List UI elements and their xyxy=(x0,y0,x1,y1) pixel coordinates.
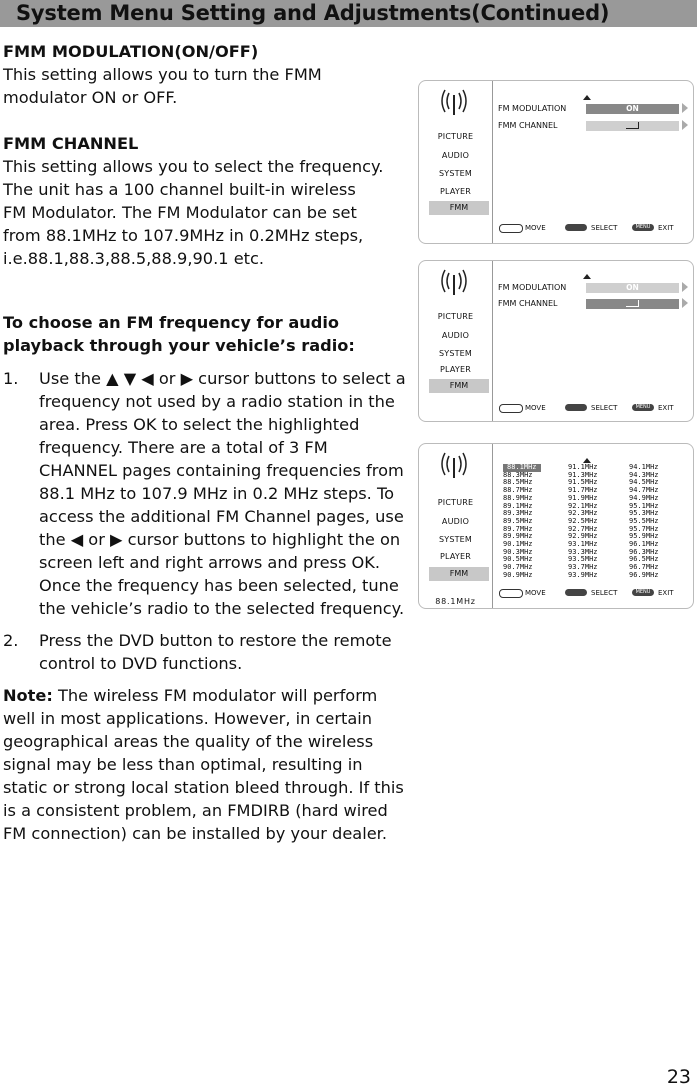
fmm-channel-value[interactable] xyxy=(586,121,679,131)
exit-hint: EXIT xyxy=(658,224,674,232)
enter-icon xyxy=(626,300,639,307)
select-hint: SELECT xyxy=(591,224,618,232)
step-text: Use the ▲ ▼ ◀ or ▶ cursor buttons to select a frequency not used by a radio station in the area. Press OK to select the highlighted frequency. There are a total of 3 FM CHANNEL pages containing frequencies from 88.1 MHz to 107.9 MHz in 0.2 MHz steps. To access the additional FM Channel pages, use the ◀ or ▶ cursor buttons to highlight the on screen left and right arrows and press OK. Once the frequency has been selected, tune the vehicle’s radio to the selected frequency. xyxy=(39,369,406,618)
frequency-item[interactable]: 93.1MHz xyxy=(568,540,598,549)
step-number: 1. xyxy=(3,369,19,388)
frequency-item[interactable]: 92.7MHz xyxy=(568,524,598,533)
move-hint: MOVE xyxy=(525,224,546,232)
step-item xyxy=(3,629,407,675)
up-arrow-icon xyxy=(583,95,591,100)
move-key-icon xyxy=(499,589,523,598)
exit-hint: EXIT xyxy=(658,404,674,412)
menu-key: MENU xyxy=(632,589,654,596)
fm-modulation-label: FM MODULATION xyxy=(498,283,567,292)
frequency-item[interactable]: 89.5MHz xyxy=(503,516,533,525)
menu-fmm[interactable]: FMM xyxy=(429,379,489,393)
right-arrow-icon[interactable] xyxy=(682,120,688,130)
page-number: 23 xyxy=(666,1066,691,1088)
section-header xyxy=(0,0,697,27)
frequency-item[interactable]: 90.1MHz xyxy=(503,540,533,549)
current-frequency: 88.1MHz xyxy=(435,597,476,606)
frequency-item[interactable]: 93.3MHz xyxy=(568,547,598,556)
frequency-item[interactable]: 96.7MHz xyxy=(629,563,659,572)
frequency-item[interactable]: 88.7MHz xyxy=(503,486,533,495)
fmm-channel-value[interactable] xyxy=(586,299,679,309)
move-key-icon xyxy=(499,404,523,413)
steps-list xyxy=(3,367,407,675)
right-arrow-icon[interactable] xyxy=(682,298,688,308)
step-text: Press the DVD button to restore the remote control to DVD functions. xyxy=(39,631,392,673)
menu-system[interactable]: SYSTEM xyxy=(438,349,473,358)
choose-heading: To choose an FM frequency for audio playback through your vehicle’s radio: xyxy=(3,313,355,355)
frequency-item[interactable]: 88.3MHz xyxy=(503,470,533,479)
menu-key: MENU xyxy=(632,224,654,231)
frequency-item[interactable]: 95.1MHz xyxy=(629,501,659,510)
frequency-item[interactable]: 88.5MHz xyxy=(503,478,533,487)
frequency-item[interactable]: 94.5MHz xyxy=(629,478,659,487)
frequency-item[interactable]: 91.5MHz xyxy=(568,478,598,487)
menu-audio[interactable]: AUDIO xyxy=(441,151,470,160)
fmm-channel-label: FMM CHANNEL xyxy=(498,299,558,308)
menu-player[interactable]: PLAYER xyxy=(439,187,472,196)
frequency-item[interactable]: 95.9MHz xyxy=(629,532,659,541)
frequency-item[interactable]: 92.9MHz xyxy=(568,532,598,541)
fmm-channel-line-4: from 88.1MHz to 107.9MHz in 0.2MHz steps, xyxy=(3,226,364,245)
frequency-item[interactable]: 93.5MHz xyxy=(568,555,598,564)
frequency-item[interactable]: 90.5MHz xyxy=(503,555,533,564)
frequency-item[interactable]: 96.1MHz xyxy=(629,540,659,549)
frequency-item[interactable]: 94.1MHz xyxy=(629,463,659,471)
osd-menu-sidebar xyxy=(419,261,493,421)
menu-picture[interactable]: PICTURE xyxy=(437,312,474,321)
menu-player[interactable]: PLAYER xyxy=(439,365,472,374)
frequency-item[interactable]: 92.1MHz xyxy=(568,501,598,510)
enter-key-icon xyxy=(565,404,587,411)
right-arrow-icon[interactable] xyxy=(682,282,688,292)
frequency-item[interactable]: 91.7MHz xyxy=(568,486,598,495)
section-title: System Menu Setting and Adjustments(Continued) xyxy=(16,1,610,25)
fmm-mod-body: This setting allows you to turn the FMM modulator ON or OFF. xyxy=(3,65,322,107)
frequency-item[interactable]: 89.3MHz xyxy=(503,509,533,518)
note-body: The wireless FM modulator will perform well in most applications. However, in certain geographical areas the quality of the wireless signal may be less than optimal, resulting in static or strong local station bleed through. If this is a consistent problem, an FMDIRB (hard wired FM connection) can be installed by your dealer. xyxy=(3,686,404,843)
osd-menu-sidebar xyxy=(419,81,493,243)
frequency-item[interactable]: 89.9MHz xyxy=(503,532,533,541)
enter-key-icon xyxy=(565,589,587,596)
frequency-item[interactable]: 89.7MHz xyxy=(503,524,533,533)
frequency-item[interactable]: 91.9MHz xyxy=(568,493,598,502)
frequency-column-1 xyxy=(503,464,541,580)
frequency-item[interactable]: 90.9MHz xyxy=(503,570,533,579)
note xyxy=(3,684,407,845)
move-hint: MOVE xyxy=(525,589,546,597)
frequency-item[interactable]: 92.5MHz xyxy=(568,516,598,525)
fmm-channel-heading: FMM CHANNEL xyxy=(3,134,139,153)
menu-system[interactable]: SYSTEM xyxy=(438,169,473,178)
menu-system[interactable]: SYSTEM xyxy=(438,535,473,544)
frequency-item[interactable]: 96.5MHz xyxy=(629,555,659,564)
frequency-item[interactable]: 95.7MHz xyxy=(629,524,659,533)
fmm-channel-label: FMM CHANNEL xyxy=(498,121,558,130)
step-item xyxy=(3,367,407,620)
frequency-item[interactable]: 94.3MHz xyxy=(629,470,659,479)
frequency-column-3 xyxy=(629,464,659,580)
frequency-item[interactable]: 95.5MHz xyxy=(629,516,659,525)
right-arrow-icon[interactable] xyxy=(682,103,688,113)
frequency-item[interactable]: 90.7MHz xyxy=(503,563,533,572)
menu-audio[interactable]: AUDIO xyxy=(441,517,470,526)
frequency-item[interactable]: 94.7MHz xyxy=(629,486,659,495)
frequency-item[interactable]: 93.9MHz xyxy=(568,570,598,579)
frequency-item[interactable]: 96.9MHz xyxy=(629,570,659,579)
menu-fmm[interactable]: FMM xyxy=(429,201,489,215)
antenna-icon xyxy=(439,267,469,297)
menu-picture[interactable]: PICTURE xyxy=(437,498,474,507)
frequency-item[interactable]: 96.3MHz xyxy=(629,547,659,556)
frequency-item[interactable]: 88.9MHz xyxy=(503,493,533,502)
frequency-item[interactable]: 90.3MHz xyxy=(503,547,533,556)
fm-modulation-value[interactable]: ON xyxy=(586,283,679,293)
frequency-column-2 xyxy=(568,464,598,580)
move-hint: MOVE xyxy=(525,404,546,412)
up-arrow-icon xyxy=(583,274,591,279)
osd-screen-3 xyxy=(418,443,694,609)
note-label: Note: xyxy=(3,686,53,705)
fmm-channel-line-5: i.e.88.1,88.3,88.5,88.9,90.1 etc. xyxy=(3,249,265,268)
osd-screen-1 xyxy=(418,80,694,244)
frequency-item[interactable]: 94.9MHz xyxy=(629,493,659,502)
fm-modulation-label: FM MODULATION xyxy=(498,104,567,113)
step-number: 2. xyxy=(3,631,19,650)
menu-audio[interactable]: AUDIO xyxy=(441,331,470,340)
frequency-item[interactable]: 91.1MHz xyxy=(568,463,598,471)
menu-fmm[interactable]: FMM xyxy=(429,567,489,581)
antenna-icon xyxy=(439,87,469,117)
fmm-channel-line-1: This setting allows you to select the frequency. xyxy=(3,157,384,176)
frequency-item[interactable]: 93.7MHz xyxy=(568,563,598,572)
select-hint: SELECT xyxy=(591,589,618,597)
fmm-channel-line-2: The unit has a 100 channel built-in wireless xyxy=(3,180,356,199)
exit-hint: EXIT xyxy=(658,589,674,597)
enter-key-icon xyxy=(565,224,587,231)
select-hint: SELECT xyxy=(591,404,618,412)
menu-player[interactable]: PLAYER xyxy=(439,552,472,561)
osd-menu-sidebar xyxy=(419,444,493,608)
frequency-item[interactable]: 95.3MHz xyxy=(629,509,659,518)
enter-icon xyxy=(626,122,639,129)
fmm-channel-line-3: FM Modulator. The FM Modulator can be set xyxy=(3,203,357,222)
frequency-item[interactable]: 89.1MHz xyxy=(503,501,533,510)
osd-screen-2 xyxy=(418,260,694,422)
body-text xyxy=(3,40,407,845)
fm-modulation-value[interactable]: ON xyxy=(586,104,679,114)
fmm-mod-heading: FMM MODULATION(ON/OFF) xyxy=(3,42,259,61)
frequency-item[interactable]: 91.3MHz xyxy=(568,470,598,479)
move-key-icon xyxy=(499,224,523,233)
antenna-icon xyxy=(439,450,469,480)
menu-key: MENU xyxy=(632,404,654,411)
frequency-item[interactable]: 92.3MHz xyxy=(568,509,598,518)
menu-picture[interactable]: PICTURE xyxy=(437,132,474,141)
frequency-item[interactable]: 88.1MHz xyxy=(503,464,541,472)
